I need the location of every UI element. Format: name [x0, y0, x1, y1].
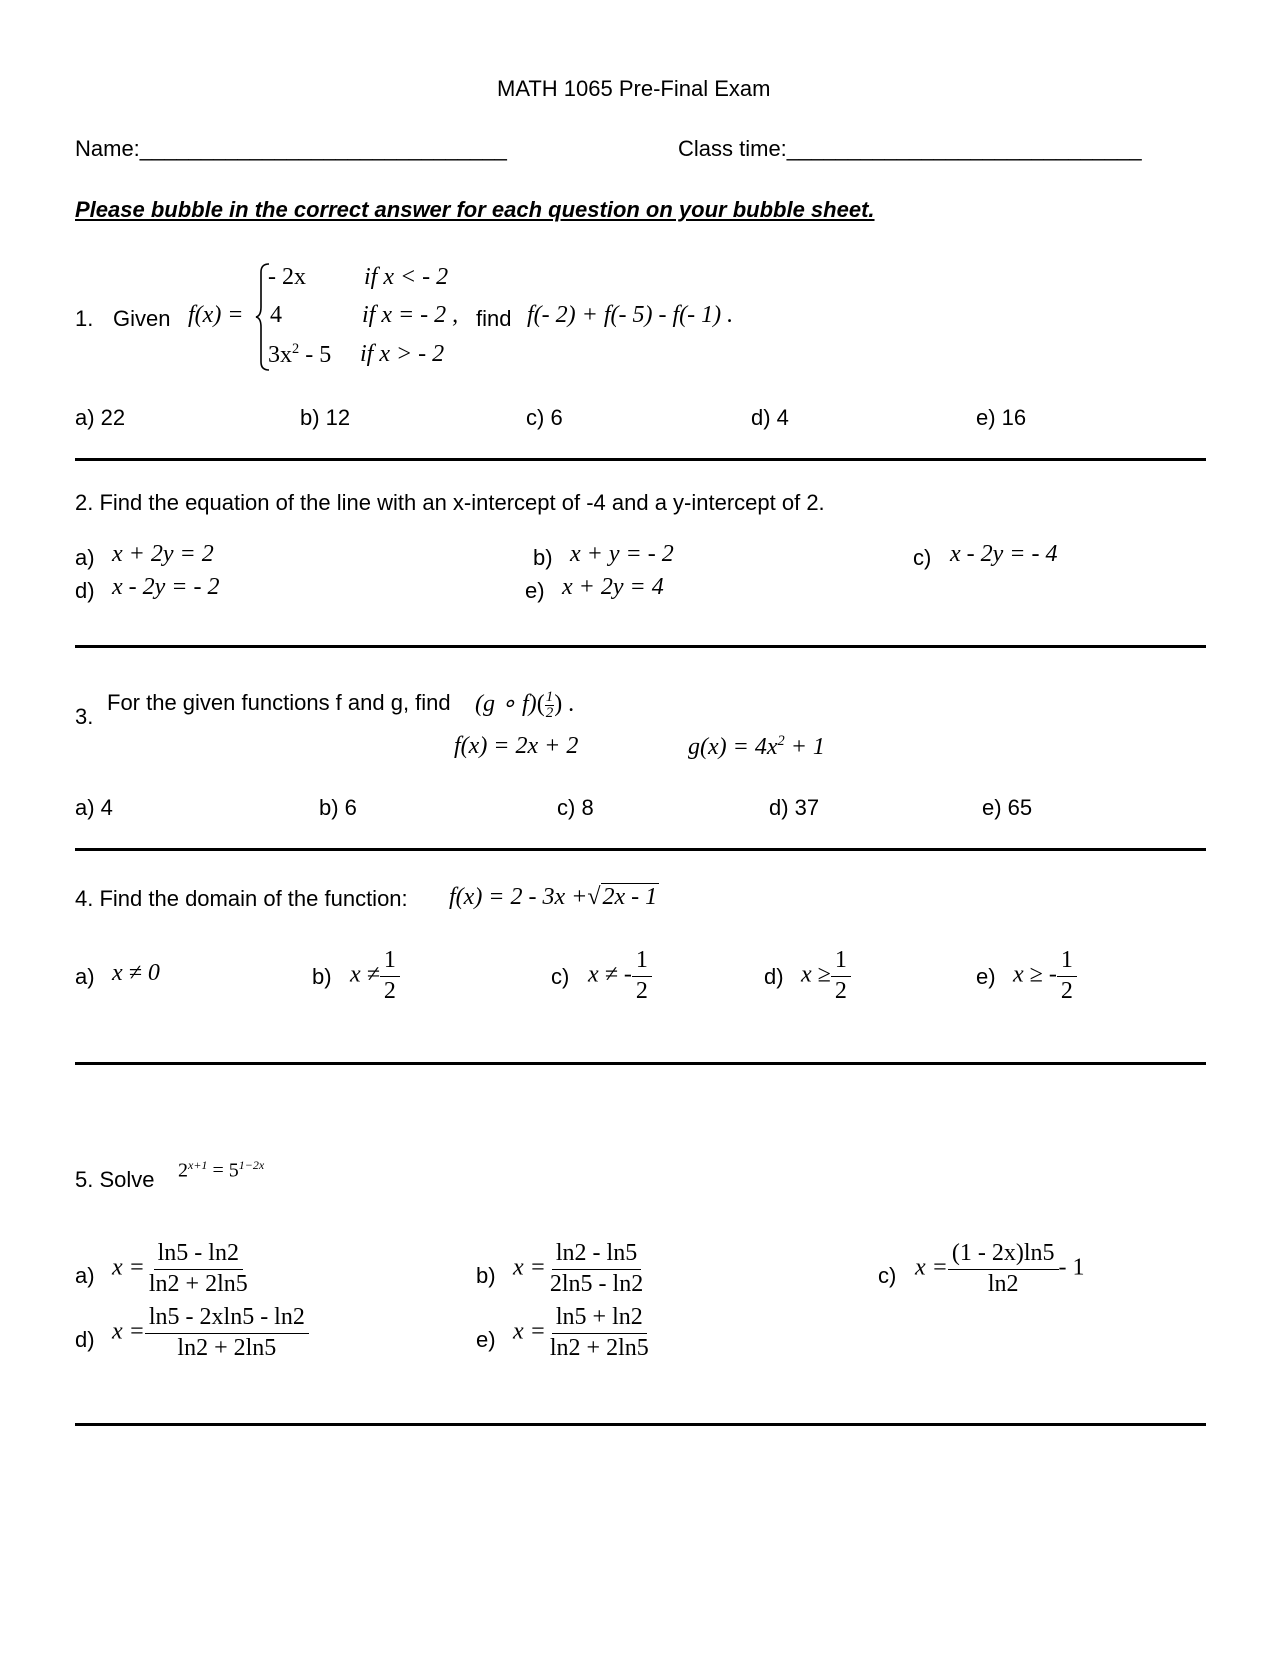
q4-answer-b[interactable]: x ≠ $\frac{1}{2}$ [350, 947, 400, 1005]
q3-number: 3. [75, 704, 94, 729]
divider-3 [75, 848, 1206, 851]
q2-prompt: 2. Find the equation of the line with an x-intercept of -4 and a y-intercept of 2. [75, 490, 825, 515]
divider-5 [75, 1423, 1206, 1426]
exam-title: MATH 1065 Pre-Final Exam [497, 76, 771, 101]
q2-answer-a-label[interactable]: a) [75, 545, 95, 570]
q3-answer-b[interactable]: b) 6 [319, 795, 357, 820]
q2-answer-e[interactable]: x + 2y = 4 [562, 574, 664, 600]
q1-answer-a[interactable]: a) 22 [75, 405, 126, 430]
q4-answer-e[interactable]: x ≥ - $\frac{1}{2}$ [1013, 947, 1077, 1005]
q1-case3-cond: if x > - 2 [360, 341, 445, 367]
q2-answer-e-label[interactable]: e) [525, 578, 545, 603]
q1-lhs: f(x) = [188, 302, 244, 328]
q1-case2-expr: 4 [270, 302, 282, 328]
q4-answer-c[interactable]: x ≠ - $\frac{1}{2}$ [588, 947, 652, 1005]
divider-1 [75, 458, 1206, 461]
instructions: Please bubble in the correct answer for each question on your bubble sheet. [75, 197, 875, 222]
q2-answer-b[interactable]: x + y = - 2 [570, 541, 674, 567]
q3-composition: (g ∘ f)( $\frac{1}{2}$ ) . [475, 688, 575, 721]
q1-given: Given [113, 306, 171, 331]
q4-answer-b-label[interactable]: b) [312, 964, 332, 989]
q4-answer-d[interactable]: x ≥ $\frac{1}{2}$ [801, 947, 851, 1005]
q4-answer-c-label[interactable]: c) [551, 964, 570, 989]
q4-function: f(x) = 2 - 3x +√2x - 1 [449, 884, 658, 910]
q1-number: 1. [75, 306, 94, 331]
q3-answer-d[interactable]: d) 37 [769, 795, 820, 820]
q2-answer-d[interactable]: x - 2y = - 2 [112, 574, 220, 600]
divider-2 [75, 645, 1206, 648]
q4-answer-a[interactable]: x ≠ 0 [112, 960, 160, 986]
q3-prompt: For the given functions f and g, find [107, 690, 451, 715]
q4-answer-e-label[interactable]: e) [976, 964, 996, 989]
q1-case3-expr: $3x^2 - 5$ [268, 341, 332, 368]
name-field-label: Name:______________________________ [75, 136, 507, 161]
q5-prompt: 5. Solve [75, 1167, 155, 1192]
q5-equation: $2^{x+1} = 5^{1-2x}$ [178, 1158, 265, 1182]
q2-answer-b-label[interactable]: b) [533, 545, 553, 570]
q2-answer-d-label[interactable]: d) [75, 578, 95, 603]
q2-answer-c[interactable]: x - 2y = - 4 [950, 541, 1058, 567]
divider-4 [75, 1062, 1206, 1065]
q3-answer-c[interactable]: c) 8 [557, 795, 594, 820]
q3-g-definition: $g(x) = 4x^2 + 1$ [688, 733, 825, 760]
q1-answer-d[interactable]: d) 4 [751, 405, 789, 430]
q5-answer-c-label[interactable]: c) [878, 1263, 897, 1288]
q1-find: find [476, 306, 512, 331]
q3-answer-a[interactable]: a) 4 [75, 795, 113, 820]
q1-case2-cond: if x = - 2 , [362, 302, 459, 328]
q5-answer-e-label[interactable]: e) [476, 1327, 496, 1352]
q3-f-definition: f(x) = 2x + 2 [454, 733, 579, 759]
q1-case1-expr: - 2x [268, 264, 306, 290]
q1-answer-e[interactable]: e) 16 [976, 405, 1027, 430]
q5-answer-d-label[interactable]: d) [75, 1327, 95, 1352]
q5-answer-a[interactable]: x = $\frac{\ln 5 - \ln 2}{\ln 2 + 2\ln 5}$ [112, 1240, 248, 1297]
q1-case1-cond: if x < - 2 [364, 264, 449, 290]
q4-prompt: 4. Find the domain of the function: [75, 886, 408, 911]
q4-answer-d-label[interactable]: d) [764, 964, 784, 989]
class-time-field-label: Class time:_____________________________ [678, 136, 1142, 161]
q2-answer-c-label[interactable]: c) [913, 545, 932, 570]
q4-answer-a-label[interactable]: a) [75, 964, 95, 989]
q1-target: f(- 2) + f(- 5) - f(- 1) . [527, 302, 734, 328]
q5-answer-a-label[interactable]: a) [75, 1263, 95, 1288]
q3-answer-e[interactable]: e) 65 [982, 795, 1033, 820]
q1-answer-b[interactable]: b) 12 [300, 405, 351, 430]
q5-answer-e[interactable]: x = $\frac{\ln 5 + \ln 2}{\ln 2 + 2\ln 5}$ [513, 1304, 649, 1361]
q5-answer-d[interactable]: x = $\frac{\ln 5 - 2xln5 - \ln 2}{\ln 2 + 2\ln 5}$ [112, 1304, 309, 1362]
q5-answer-b[interactable]: x = $\frac{\ln 2 - \ln 5}{2\ln 5 - \ln 2}$ [513, 1240, 644, 1297]
q5-answer-c[interactable]: x = $\frac{(1 - 2x)\ln 5}{\ln 2}$ - 1 [915, 1240, 1085, 1297]
q5-answer-b-label[interactable]: b) [476, 1263, 496, 1288]
q1-answer-c[interactable]: c) 6 [526, 405, 563, 430]
q2-answer-a[interactable]: x + 2y = 2 [112, 541, 214, 567]
